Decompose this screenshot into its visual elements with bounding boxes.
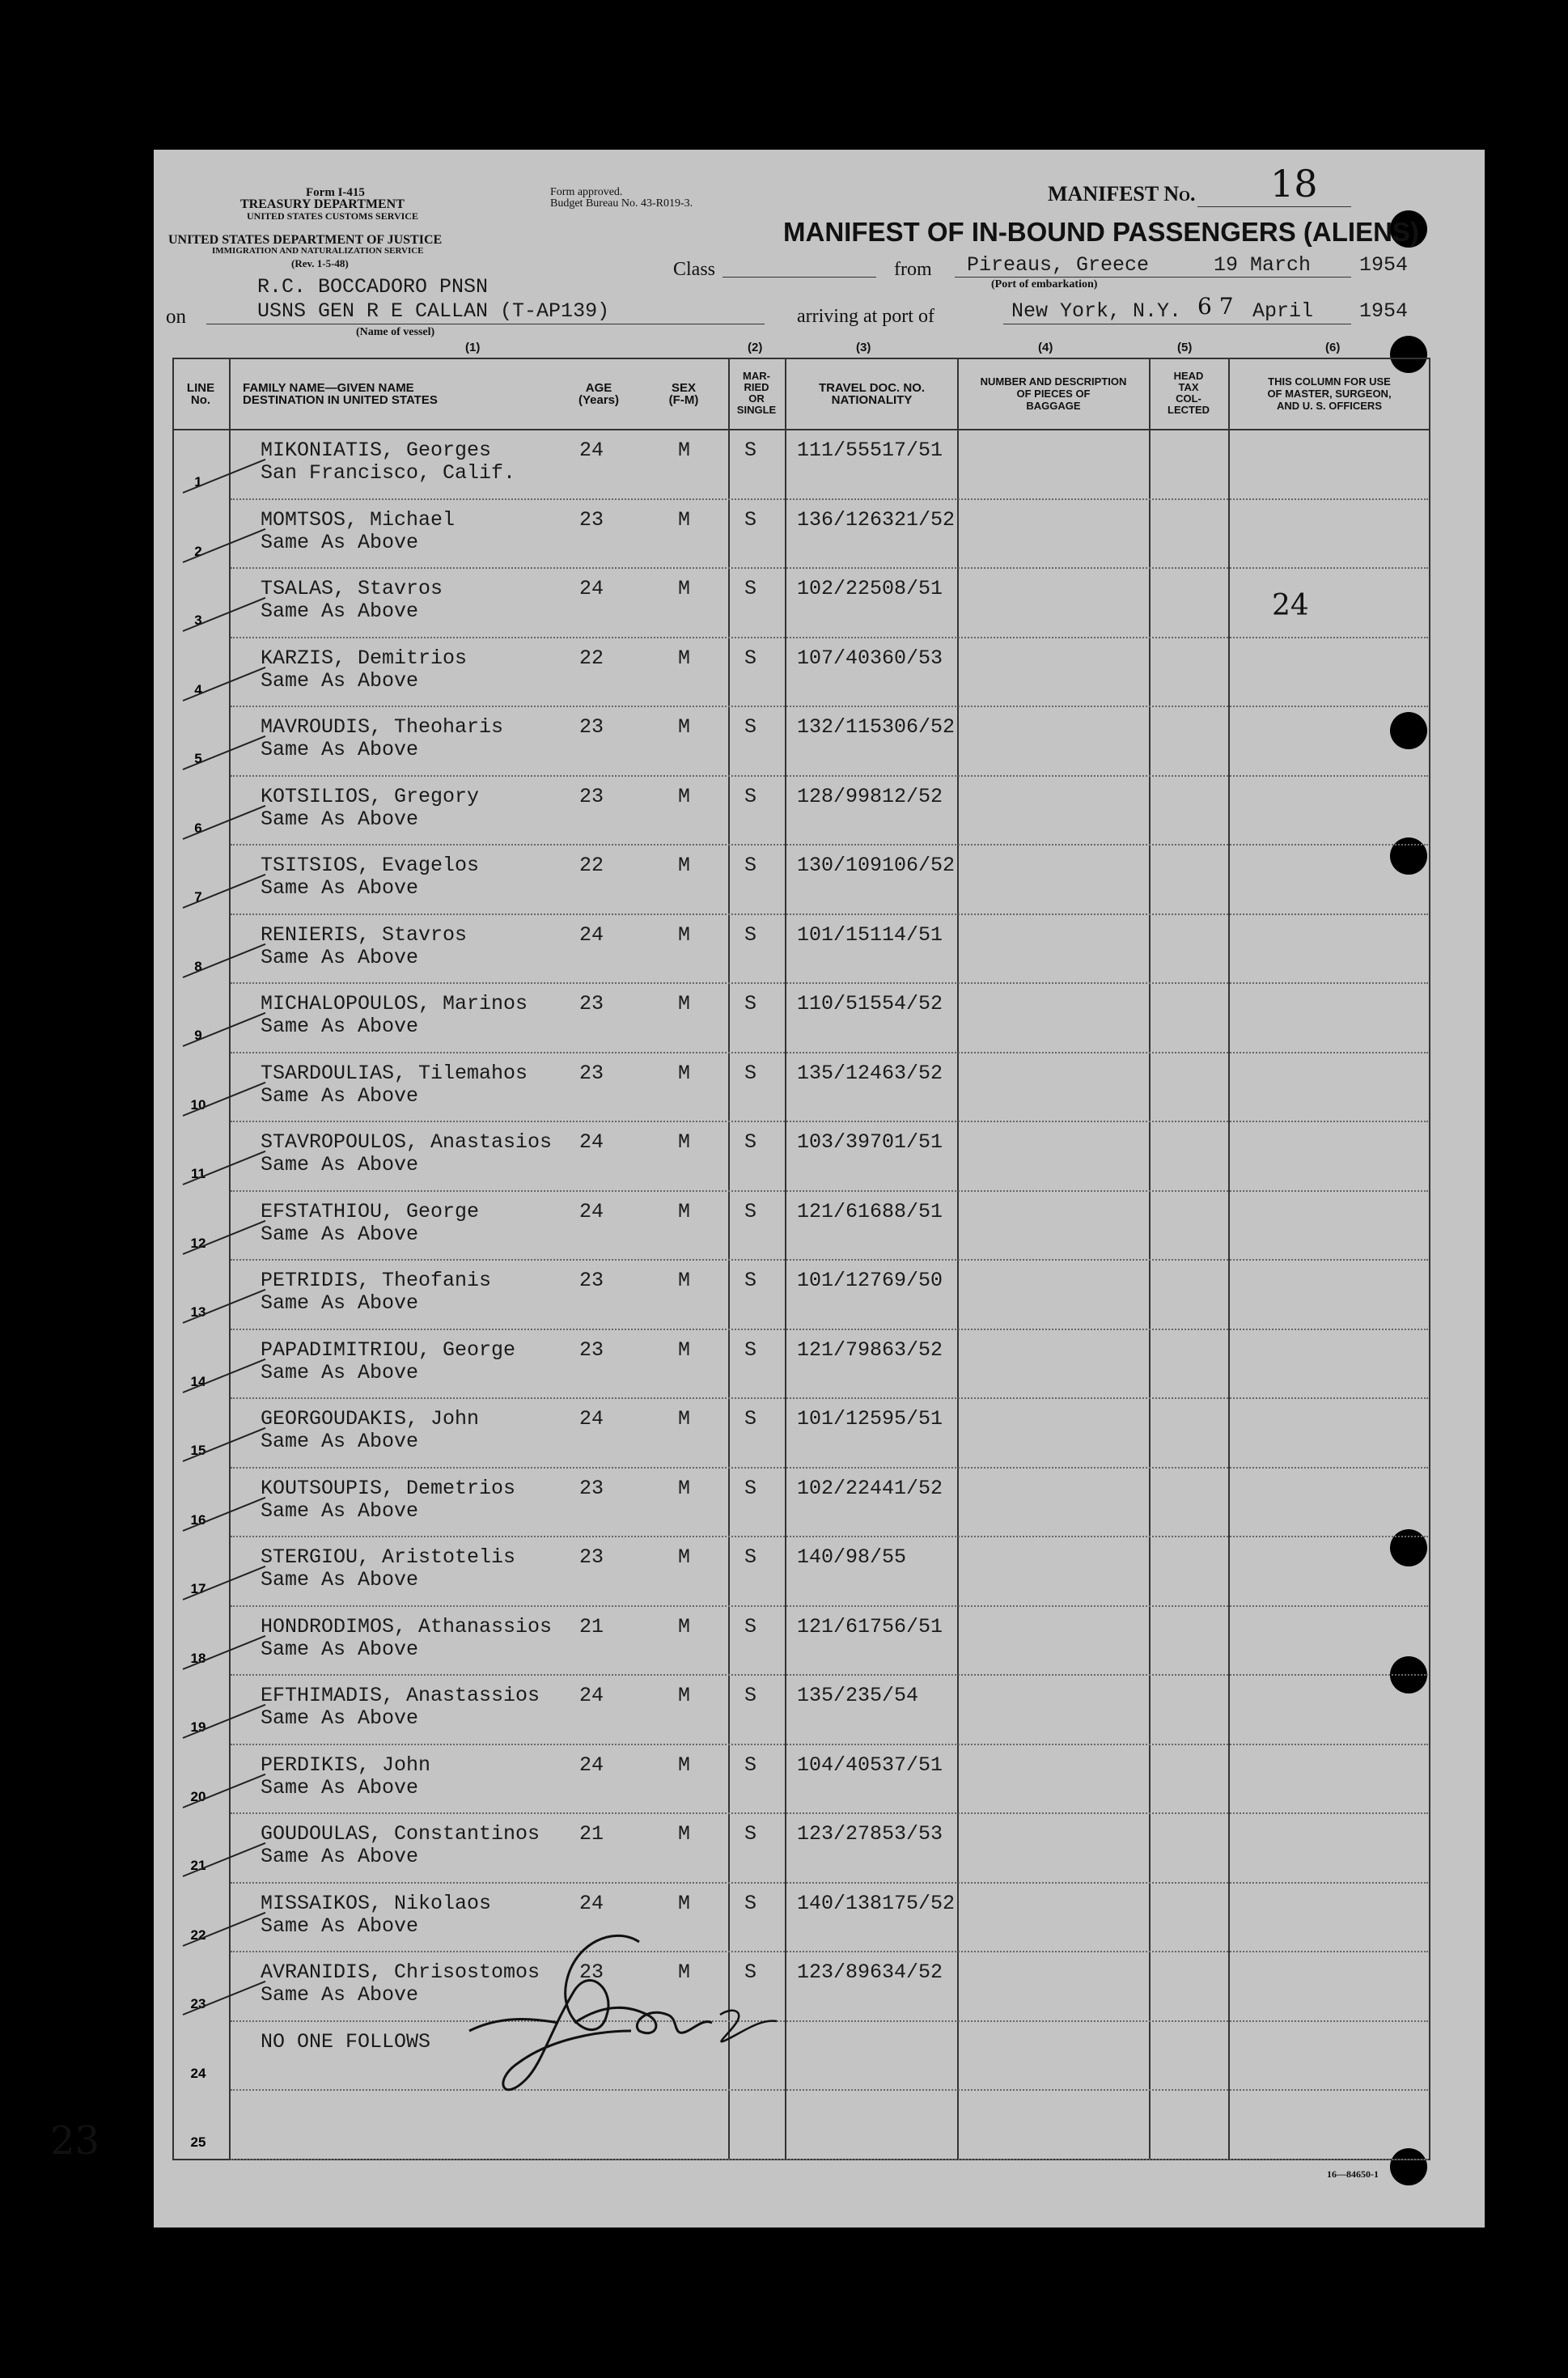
passenger-sex: M — [678, 1891, 691, 1915]
passenger-marital-status: S — [744, 854, 757, 877]
passenger-sex: M — [678, 784, 691, 808]
table-row — [0, 1052, 1568, 1121]
passenger-sex: M — [678, 992, 691, 1015]
binder-hole — [89, 334, 126, 371]
passenger-age: 23 — [579, 784, 604, 808]
dept-ins: IMMIGRATION AND NATURALIZATION SERVICE — [212, 246, 424, 256]
passenger-age: 24 — [579, 922, 604, 947]
passenger-marital-status: S — [744, 922, 757, 947]
col-num-6: (6) — [1325, 341, 1341, 354]
row-dotted-rule — [231, 2159, 1428, 2160]
manifest-number-label: MANIFEST No. — [1048, 182, 1196, 206]
passenger-sex: M — [678, 1684, 691, 1707]
table-row — [0, 1397, 1568, 1467]
travel-doc-number: 103/39701/51 — [797, 1130, 943, 1154]
table-row — [0, 1674, 1568, 1744]
binder-hole — [89, 206, 126, 244]
passenger-sex: M — [678, 1269, 691, 1292]
passenger-destination: Same As Above — [261, 1222, 419, 1246]
travel-doc-number: 101/12595/51 — [797, 1407, 943, 1431]
passenger-marital-status: S — [744, 1960, 757, 1984]
passenger-sex: M — [678, 507, 691, 532]
travel-doc-number: 121/61688/51 — [797, 1199, 943, 1223]
passenger-name: STERGIOU, Aristotelis — [261, 1545, 516, 1569]
passenger-marital-status: S — [744, 439, 757, 462]
passenger-age: 24 — [579, 1407, 604, 1431]
passenger-name: EFSTATHIOU, George — [261, 1199, 480, 1223]
departure-date: 19 March — [1214, 253, 1312, 277]
table-row — [0, 1329, 1568, 1398]
passenger-destination: Same As Above — [261, 1153, 419, 1176]
passenger-age: 24 — [579, 1891, 604, 1915]
passenger-age: 24 — [579, 1130, 604, 1154]
passenger-marital-status: S — [744, 1199, 757, 1223]
passenger-destination: Same As Above — [261, 530, 419, 554]
line-number: 17 — [190, 1581, 206, 1596]
travel-doc-number: 102/22441/52 — [797, 1476, 943, 1500]
passenger-age: 23 — [579, 1269, 604, 1292]
header-officer-use: THIS COLUMN FOR USE OF MASTER, SURGEON, AND U. S. OFFICERS — [1267, 375, 1392, 412]
passenger-name: MOMTSOS, Michael — [261, 507, 456, 532]
form-revision: (Rev. 1-5-48) — [291, 257, 349, 269]
table-row — [0, 1259, 1568, 1329]
passenger-destination: Same As Above — [261, 1360, 419, 1384]
passenger-name: NO ONE FOLLOWS — [261, 2029, 431, 2054]
passenger-destination: Same As Above — [261, 1291, 419, 1315]
line-number: 5 — [194, 751, 202, 766]
passenger-name: KOUTSOUPIS, Demetrios — [261, 1476, 516, 1500]
passenger-age: 23 — [579, 507, 604, 532]
passenger-sex: M — [678, 1753, 691, 1777]
passenger-age: 23 — [579, 1960, 604, 1984]
passenger-marital-status: S — [744, 646, 757, 670]
line-number: 10 — [190, 1096, 206, 1113]
passenger-marital-status: S — [744, 715, 757, 739]
table-row — [0, 1744, 1568, 1813]
table-row — [0, 1605, 1568, 1675]
passenger-destination: Same As Above — [261, 1914, 419, 1938]
passenger-sex: M — [678, 1199, 691, 1223]
line-number: 1 — [194, 474, 202, 490]
line-number: 14 — [190, 1373, 206, 1389]
line-number: 12 — [190, 1235, 206, 1251]
form-title: MANIFEST OF IN-BOUND PASSENGERS (ALIENS) — [783, 217, 1419, 247]
travel-doc-number: 121/79863/52 — [797, 1337, 943, 1362]
class-rule — [723, 277, 876, 278]
passenger-destination: Same As Above — [261, 1015, 419, 1038]
passenger-age: 23 — [579, 992, 604, 1015]
passenger-destination: Same As Above — [261, 1430, 419, 1453]
line-number: 6 — [194, 820, 202, 836]
table-row — [0, 429, 1568, 498]
passenger-sex: M — [678, 1407, 691, 1431]
travel-doc-number: 104/40537/51 — [797, 1753, 943, 1777]
header-married: MAR- RIED OR SINGLE — [736, 370, 777, 416]
passenger-age: 21 — [579, 1822, 604, 1846]
passenger-age: 23 — [579, 1476, 604, 1500]
passenger-marital-status: S — [744, 1822, 757, 1846]
line-number: 21 — [190, 1858, 206, 1873]
travel-doc-number: 132/115306/52 — [797, 715, 956, 739]
departure-year: 1954 — [1359, 253, 1409, 277]
passenger-age: 23 — [579, 1061, 604, 1085]
passenger-name: PAPADIMITRIOU, George — [261, 1337, 516, 1362]
passenger-sex: M — [678, 1614, 691, 1638]
passenger-age: 23 — [579, 715, 604, 739]
port-rule — [955, 277, 1351, 278]
line-number: 24 — [190, 2065, 206, 2081]
passenger-sex: M — [678, 1545, 691, 1569]
arrival-port: New York, N.Y. — [1011, 299, 1182, 323]
passenger-name: STAVROPOULOS, Anastasios — [261, 1130, 553, 1154]
line-number: 16 — [190, 1511, 206, 1528]
passenger-marital-status: S — [744, 1753, 757, 1777]
passenger-destination: Same As Above — [261, 668, 419, 693]
table-row — [0, 567, 1568, 637]
travel-doc-number: 130/109106/52 — [797, 854, 956, 877]
header-line-no: LINE No. — [186, 381, 215, 407]
line-number: 15 — [190, 1443, 206, 1458]
travel-doc-number: 111/55517/51 — [797, 439, 943, 462]
passenger-name: TSITSIOS, Evagelos — [261, 854, 480, 877]
passenger-marital-status: S — [744, 1684, 757, 1707]
passenger-marital-status: S — [744, 1407, 757, 1431]
passenger-name: HONDRODIMOS, Athanassios — [261, 1614, 553, 1638]
passenger-destination: Same As Above — [261, 738, 419, 761]
passenger-age: 21 — [579, 1614, 604, 1638]
travel-doc-number: 101/15114/51 — [797, 922, 943, 947]
header-baggage: NUMBER AND DESCRIPTION OF PIECES OF BAGGAGE — [980, 375, 1127, 412]
travel-doc-number: 135/12463/52 — [797, 1061, 943, 1085]
passenger-name: PETRIDIS, Theofanis — [261, 1269, 492, 1292]
header-age: AGE (Years) — [578, 381, 620, 407]
passenger-destination: Same As Above — [261, 876, 419, 900]
passenger-name: GEORGOUDAKIS, John — [261, 1407, 480, 1431]
travel-doc-number: 121/61756/51 — [797, 1614, 943, 1638]
page-count: 23 — [50, 2118, 100, 2164]
passenger-marital-status: S — [744, 1891, 757, 1915]
vessel-caption: (Name of vessel) — [356, 326, 435, 338]
line-number: 20 — [190, 1788, 206, 1804]
passenger-destination: Same As Above — [261, 1083, 419, 1108]
passenger-marital-status: S — [744, 1130, 757, 1154]
arrival-day: 6 7 — [1197, 293, 1234, 320]
passenger-marital-status: S — [744, 1545, 757, 1569]
passenger-destination: Same As Above — [261, 1498, 419, 1523]
passenger-destination: San Francisco, Calif. — [261, 461, 516, 485]
passenger-marital-status: S — [744, 1337, 757, 1362]
passenger-destination: Same As Above — [261, 1568, 419, 1592]
line-number: 23 — [190, 1996, 206, 2011]
header-travel-doc: TRAVEL DOC. NO. NATIONALITY — [818, 381, 926, 407]
form-approved: Form approved. — [550, 186, 623, 198]
passenger-age: 24 — [579, 1684, 604, 1707]
passenger-sex: M — [678, 1822, 691, 1846]
line-number: 3 — [194, 613, 202, 628]
passenger-name: KOTSILIOS, Gregory — [261, 784, 480, 808]
arrival-month: April — [1252, 299, 1314, 323]
passenger-sex: M — [678, 1130, 691, 1154]
passenger-sex: M — [678, 1061, 691, 1085]
dept-treasury: TREASURY DEPARTMENT — [240, 197, 405, 211]
passenger-name: TSARDOULIAS, Tilemahos — [261, 1061, 528, 1085]
port-caption: (Port of embarkation) — [991, 278, 1098, 290]
travel-doc-number: 110/51554/52 — [797, 992, 943, 1015]
passenger-age: 24 — [579, 439, 604, 462]
officer-mark: 24 — [1272, 589, 1309, 622]
passenger-sex: M — [678, 922, 691, 947]
manifest-number: 18 — [1270, 162, 1318, 206]
from-label: from — [894, 259, 932, 280]
passenger-sex: M — [678, 1337, 691, 1362]
line-number: 2 — [194, 543, 202, 559]
passenger-name: MAVROUDIS, Theoharis — [261, 715, 504, 739]
passenger-name: TSALAS, Stavros — [261, 577, 443, 600]
passenger-name: EFTHIMADIS, Anastassios — [261, 1684, 540, 1707]
col-num-2: (2) — [748, 341, 763, 354]
passenger-sex: M — [678, 1960, 691, 1984]
manifest-number-rule — [1197, 206, 1351, 207]
col-num-4: (4) — [1038, 341, 1053, 354]
table-row — [0, 1536, 1568, 1605]
passenger-age: 23 — [579, 1545, 604, 1569]
passenger-name: MICHALOPOULOS, Marinos — [261, 992, 528, 1015]
passenger-name: MISSAIKOS, Nikolaos — [261, 1891, 492, 1915]
passenger-marital-status: S — [744, 784, 757, 808]
line-number: 4 — [194, 681, 202, 697]
passenger-marital-status: S — [744, 1269, 757, 1292]
master-name: R.C. BOCCADORO PNSN — [257, 275, 489, 299]
line-number: 13 — [190, 1304, 206, 1320]
passenger-destination: Same As Above — [261, 1845, 419, 1868]
line-number: 8 — [194, 958, 202, 974]
passenger-marital-status: S — [744, 577, 757, 600]
travel-doc-number: 135/235/54 — [797, 1684, 919, 1707]
passenger-sex: M — [678, 646, 691, 670]
passenger-destination: Same As Above — [261, 1983, 419, 2007]
table-row — [0, 913, 1568, 983]
passenger-sex: M — [678, 715, 691, 739]
table-row — [0, 637, 1568, 706]
passenger-destination: Same As Above — [261, 1775, 419, 1799]
passenger-marital-status: S — [744, 1061, 757, 1085]
binder-hole — [1390, 336, 1427, 373]
passenger-marital-status: S — [744, 1614, 757, 1638]
line-number: 7 — [194, 889, 202, 905]
passenger-name: RENIERIS, Stavros — [261, 922, 468, 947]
table-row — [0, 1812, 1568, 1882]
passenger-sex: M — [678, 439, 691, 462]
dept-customs: UNITED STATES CUSTOMS SERVICE — [247, 210, 418, 222]
table-row — [0, 1190, 1568, 1260]
line-number: 25 — [190, 2134, 206, 2150]
passenger-name: MIKONIATIS, Georges — [261, 439, 492, 462]
signature — [453, 1918, 809, 2112]
passenger-marital-status: S — [744, 1476, 757, 1500]
header-sex: SEX (F-M) — [668, 381, 699, 407]
line-number: 22 — [190, 1927, 206, 1943]
travel-doc-number: 136/126321/52 — [797, 507, 956, 532]
table-top-rule — [172, 358, 1430, 359]
passenger-destination: Same As Above — [261, 945, 419, 969]
table-row — [0, 1121, 1568, 1190]
table-row — [0, 775, 1568, 845]
passenger-marital-status: S — [744, 507, 757, 532]
header-head-tax: HEAD TAX COL- LECTED — [1168, 370, 1210, 416]
passenger-marital-status: S — [744, 992, 757, 1015]
print-code: 16—84650-1 — [1327, 2168, 1379, 2180]
passenger-name: GOUDOULAS, Constantinos — [261, 1822, 540, 1846]
travel-doc-number: 102/22508/51 — [797, 577, 943, 600]
form-number: Form I-415 — [306, 186, 365, 199]
travel-doc-number: 140/98/55 — [797, 1545, 907, 1569]
travel-doc-number: 101/12769/50 — [797, 1269, 943, 1292]
table-row — [0, 706, 1568, 775]
passenger-age: 22 — [579, 646, 604, 670]
passenger-age: 22 — [579, 854, 604, 877]
port-of-embarkation: Pireaus, Greece — [967, 253, 1150, 277]
travel-doc-number: 107/40360/53 — [797, 646, 943, 670]
class-label: Class — [673, 259, 716, 280]
travel-doc-number: 128/99812/52 — [797, 784, 943, 808]
passenger-destination: Same As Above — [261, 600, 419, 623]
arriving-label: arriving at port of — [797, 306, 934, 327]
line-number: 19 — [190, 1719, 206, 1735]
on-label: on — [166, 306, 186, 328]
budget-bureau: Budget Bureau No. 43-R019-3. — [550, 197, 693, 210]
passenger-sex: M — [678, 1476, 691, 1500]
passenger-age: 24 — [579, 1753, 604, 1777]
passenger-sex: M — [678, 854, 691, 877]
travel-doc-number: 140/138175/52 — [797, 1891, 956, 1915]
dept-justice: UNITED STATES DEPARTMENT OF JUSTICE — [168, 233, 443, 247]
passenger-sex: M — [678, 577, 691, 600]
table-row — [0, 982, 1568, 1052]
col-num-1: (1) — [465, 341, 481, 354]
passenger-destination: Same As Above — [261, 1706, 419, 1730]
line-number: 9 — [194, 1028, 202, 1043]
passenger-name: PERDIKIS, John — [261, 1753, 431, 1777]
table-row — [0, 498, 1568, 568]
passenger-age: 24 — [579, 1199, 604, 1223]
passenger-destination: Same As Above — [261, 807, 419, 831]
col-num-3: (3) — [856, 341, 871, 354]
line-number: 18 — [190, 1650, 206, 1666]
line-number: 11 — [191, 1166, 206, 1181]
passenger-destination: Same As Above — [261, 1637, 419, 1661]
passenger-age: 23 — [579, 1337, 604, 1362]
travel-doc-number: 123/89634/52 — [797, 1960, 943, 1984]
vessel-name: USNS GEN R E CALLAN (T-AP139) — [257, 299, 610, 323]
arrival-year: 1954 — [1359, 299, 1409, 323]
col-num-5: (5) — [1177, 341, 1193, 354]
table-row — [0, 844, 1568, 913]
travel-doc-number: 123/27853/53 — [797, 1822, 943, 1846]
passenger-name: KARZIS, Demitrios — [261, 646, 468, 670]
header-name: FAMILY NAME—GIVEN NAME DESTINATION IN UNITED STATES — [243, 381, 438, 407]
table-row — [0, 1467, 1568, 1537]
passenger-name: AVRANIDIS, Chrisostomos — [261, 1960, 540, 1984]
passenger-age: 24 — [579, 577, 604, 600]
